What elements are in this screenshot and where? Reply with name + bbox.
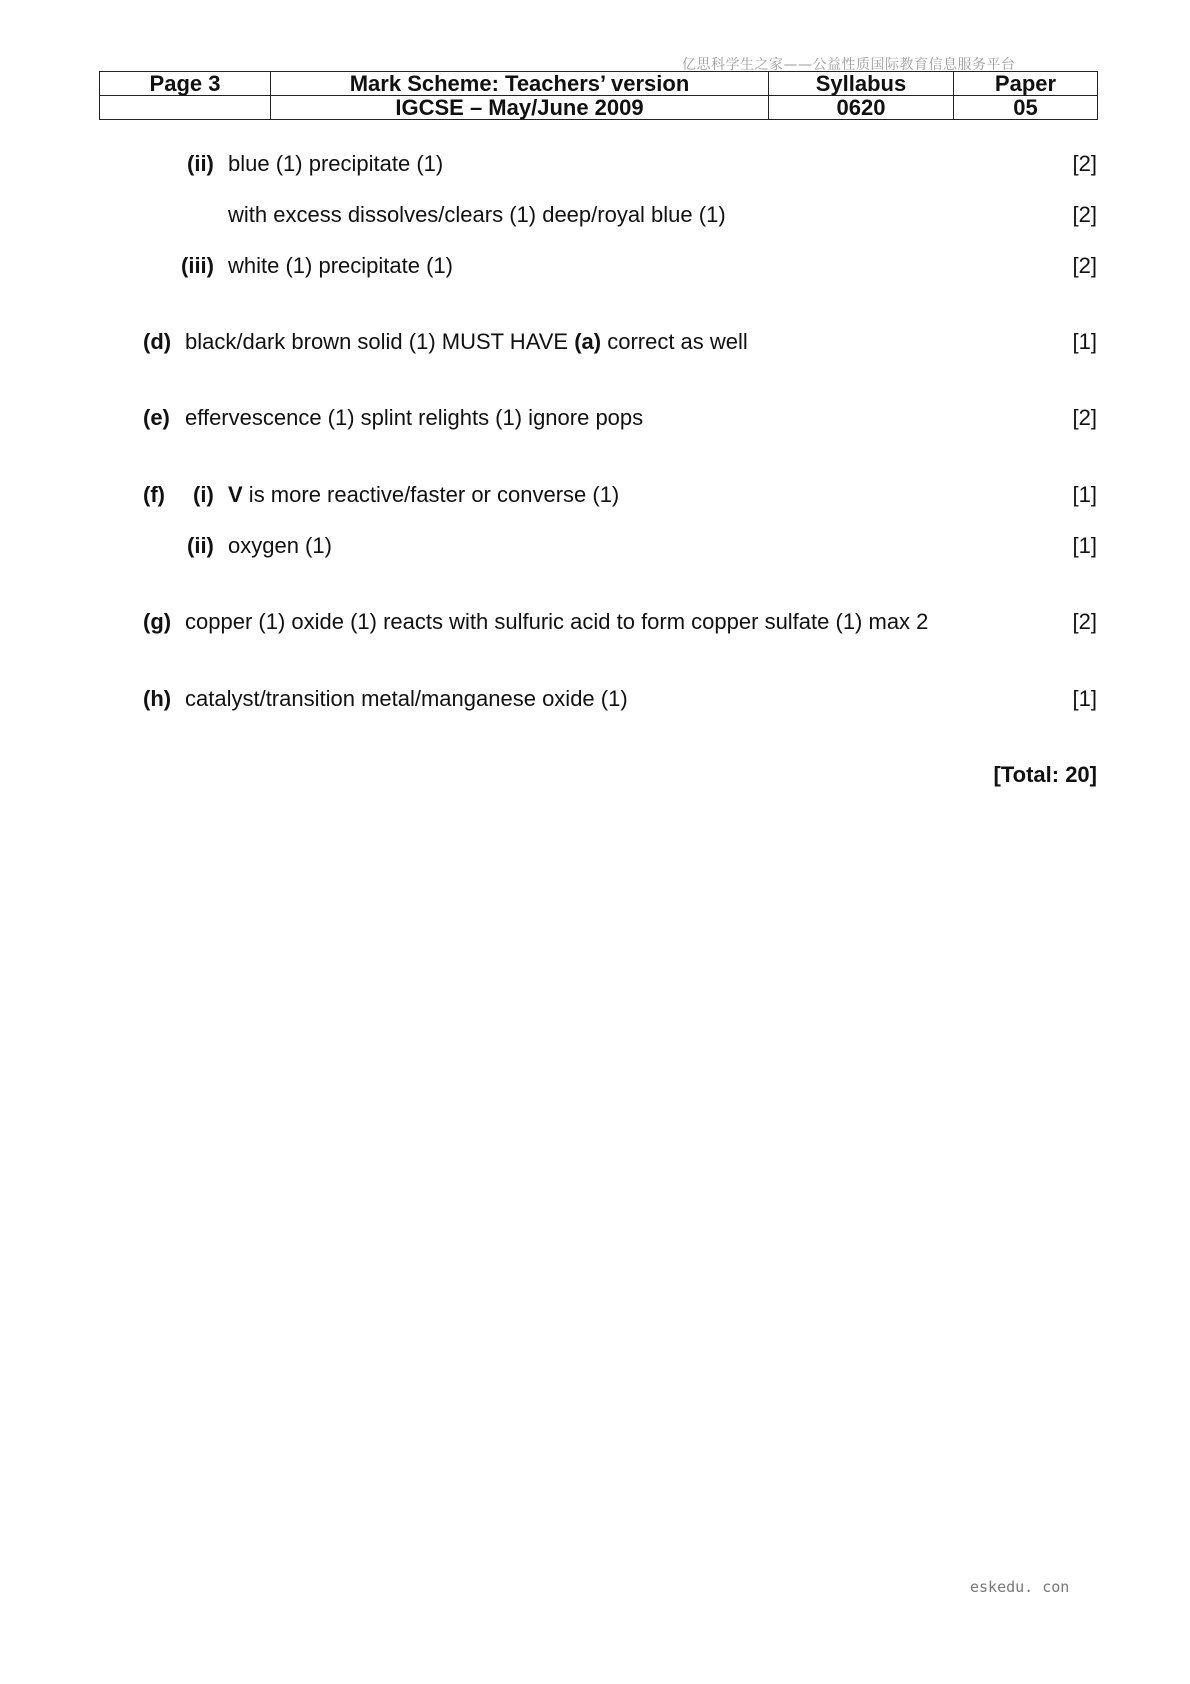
marks: [2]	[1072, 253, 1097, 278]
marks: [1]	[1072, 686, 1097, 711]
sub-label: (iii)	[181, 253, 214, 278]
part-label: (d)	[143, 329, 172, 354]
exam-session: IGCSE – May/June 2009	[271, 96, 769, 120]
answer-text-bold: (a)	[574, 329, 602, 354]
page-number: Page 3	[100, 72, 271, 96]
marks: [2]	[1072, 609, 1097, 634]
marks: [1]	[1072, 533, 1097, 558]
answer-text: catalyst/transition metal/manganese oxide (1)	[185, 686, 628, 711]
answer-text: effervescence (1) splint relights (1) ignore pops	[185, 405, 644, 430]
answer-text-post: correct as well	[601, 329, 748, 354]
marks: [1]	[1072, 482, 1097, 507]
answer-text-pre: black/dark brown solid (1) MUST HAVE	[185, 329, 575, 354]
marks: [2]	[1072, 202, 1097, 227]
sub-label: (ii)	[187, 533, 214, 558]
syllabus-label: Syllabus	[769, 72, 954, 96]
marks: [2]	[1072, 405, 1097, 430]
sub-label: (ii)	[187, 151, 214, 176]
answer-text	[185, 329, 748, 355]
answer-text: blue (1) precipitate (1)	[228, 151, 444, 176]
sub-label: (i)	[193, 482, 214, 507]
document-title: Mark Scheme: Teachers’ version	[271, 72, 769, 96]
footer-url: eskedu. con	[970, 1578, 1070, 1596]
answer-text-post: is more reactive/faster or converse (1)	[242, 482, 620, 507]
answer-text: white (1) precipitate (1)	[228, 253, 453, 278]
part-label: (f)	[143, 482, 165, 507]
paper-label: Paper	[954, 72, 1098, 96]
answer-text-bold: V	[228, 482, 243, 507]
marks: [1]	[1072, 329, 1097, 354]
part-label: (h)	[143, 686, 172, 711]
part-label: (e)	[143, 405, 170, 430]
header-table	[99, 71, 1098, 120]
answer-text: copper (1) oxide (1) reacts with sulfuric acid to form copper sulfate (1) max 2	[185, 609, 929, 634]
watermark-text: 亿思科学生之家——公益性质国际教育信息服务平台	[682, 57, 1016, 73]
answer-text	[228, 482, 619, 508]
syllabus-code: 0620	[769, 96, 954, 120]
total-marks: [Total: 20]	[993, 762, 1097, 787]
marks: [2]	[1072, 151, 1097, 176]
paper-number: 05	[954, 96, 1098, 120]
header-row-2	[100, 96, 1098, 120]
header-row-1	[100, 72, 1098, 96]
answer-text: with excess dissolves/clears (1) deep/royal blue (1)	[228, 202, 726, 227]
answer-text: oxygen (1)	[228, 533, 332, 558]
empty-cell	[100, 96, 271, 120]
part-label: (g)	[143, 609, 172, 634]
